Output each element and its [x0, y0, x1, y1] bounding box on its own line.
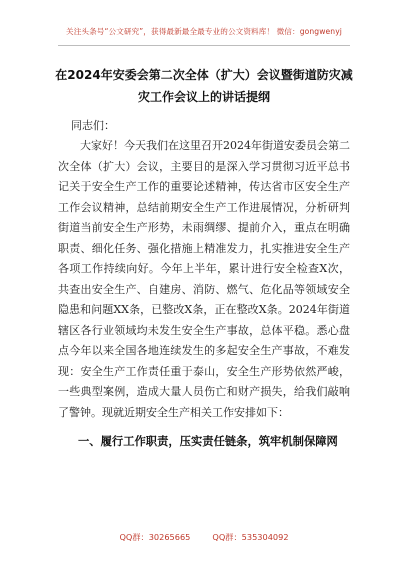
salutation: 同志们：	[71, 119, 115, 132]
footer-qq-group-2: QQ群：535304092	[212, 532, 289, 542]
document-title: 在2024年安委会第二次全体（扩大）会议暨街道防灾减灾工作会议上的讲话提纲	[55, 68, 353, 104]
footer-qq-group-1: QQ群：30265665	[119, 532, 191, 542]
header-notice: 关注头条号“公文研究”，获得最新最全最专业的公文资料库！ 微信：gongwenyj	[66, 27, 342, 36]
section-heading: 一、履行工作职责，压实责任链条，筑牢机制保障网	[78, 435, 338, 448]
body-paragraph: 大家好！今天我们在这里召开2024年街道安委员会第二次全体（扩大）会议，主要目的是深入学习贯彻习近平总书记关于安全生产工作的重要论述精神，传达省市区安全生产工作会议精神，总结前期安全生产工作进展情况，分析研判街道当前安全生产形势，未雨绸缪、提前介入，重点在明确职责、细化任务、强化措施上精准发力，扎实推进安全生产各项工作持续向好。今年上半年，累计进行安全检查X次，共查出安全生产、自建房、消防、燃气、危化品等领域安全隐患和问题XX条，已整改X条，正在整改X条。2024年街道辖区各行业领域均未发生安全生产事故，总体平稳。悉心盘点今年以来全国各地连续发生的多起安全生产事故，不难发现：安全生产工作责任重于泰山，安全生产形势依然严峻，一些典型案例，造成大量人员伤亡和财产损失，给我们敲响了警钟。现就近期安全生产相关工作安排如下：	[58, 139, 350, 419]
header-divider	[58, 45, 350, 46]
footer-contacts	[0, 532, 408, 543]
